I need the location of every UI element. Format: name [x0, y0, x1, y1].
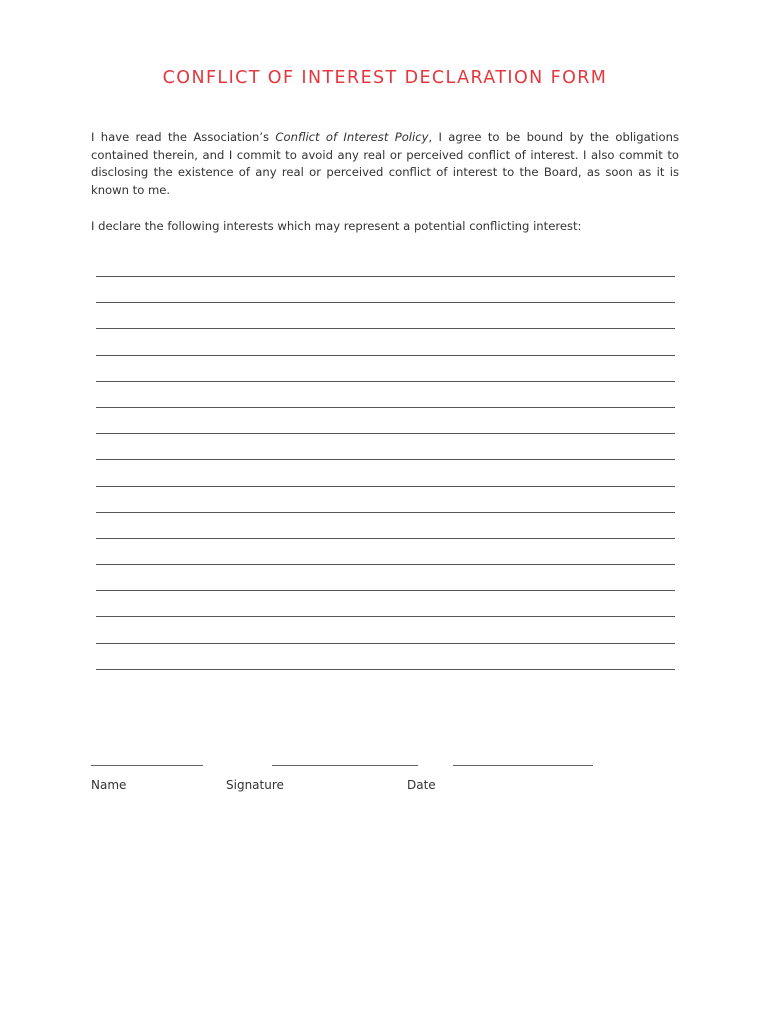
signature-line[interactable] [272, 765, 418, 766]
name-label: Name [91, 778, 127, 792]
declare-statement: I declare the following interests which may represent a potential conflicting interest: [91, 219, 582, 233]
intro-text-after: , I agree to be bound by the obligations contained therein, and I commit to avoid any real or perceived conflict of interest. I also commit to disclosing the existence of any real or perceived conflict of interest to the Board, as soon as it is known to me. [91, 130, 679, 197]
date-label: Date [407, 778, 436, 792]
interest-entry-line[interactable] [96, 276, 675, 277]
intro-paragraph [91, 129, 679, 199]
signature-label: Signature [226, 778, 284, 792]
interest-entry-line[interactable] [96, 643, 675, 644]
interest-entry-line[interactable] [96, 564, 675, 565]
interest-entry-line[interactable] [96, 590, 675, 591]
interest-entry-line[interactable] [96, 355, 675, 356]
interest-entry-line[interactable] [96, 433, 675, 434]
interest-lines [96, 276, 675, 695]
interest-entry-line[interactable] [96, 328, 675, 329]
interest-entry-line[interactable] [96, 381, 675, 382]
interest-entry-line[interactable] [96, 459, 675, 460]
name-line[interactable] [91, 765, 203, 766]
policy-name: Conflict of Interest Policy [275, 130, 429, 144]
interest-entry-line[interactable] [96, 538, 675, 539]
interest-entry-line[interactable] [96, 407, 675, 408]
interest-entry-line[interactable] [96, 669, 675, 670]
interest-entry-line[interactable] [96, 616, 675, 617]
interest-entry-line[interactable] [96, 302, 675, 303]
intro-text-before: I have read the Association’s [91, 130, 276, 144]
date-line[interactable] [453, 765, 593, 766]
page-title: CONFLICT OF INTEREST DECLARATION FORM [162, 68, 608, 88]
interest-entry-line[interactable] [96, 486, 675, 487]
interest-entry-line[interactable] [96, 512, 675, 513]
